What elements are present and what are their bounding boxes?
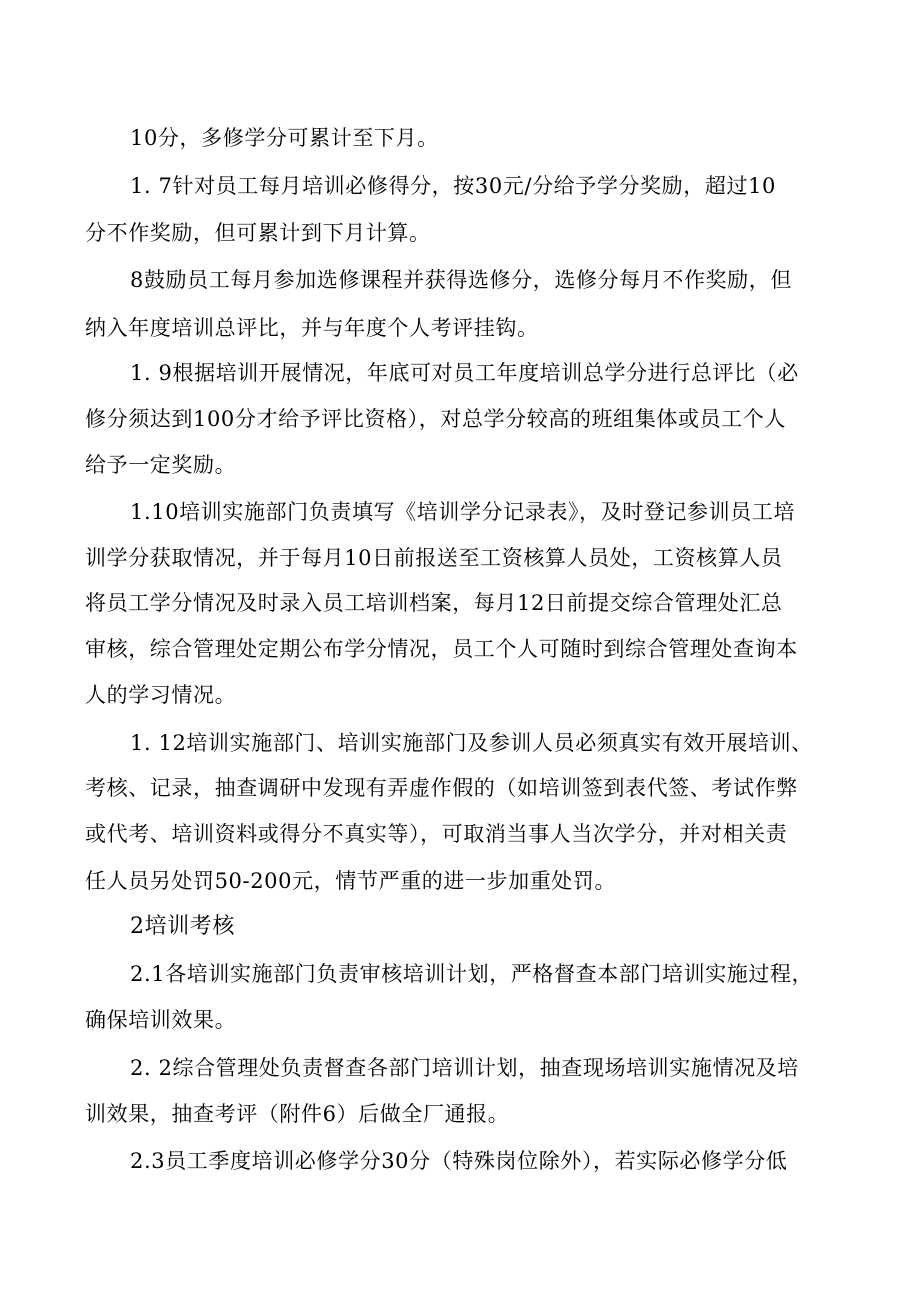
section-heading: 2培训考核	[130, 914, 235, 939]
text-line: 人的学习情况。	[85, 683, 237, 707]
text-line: 2. 2综合管理处负责督查各部门培训计划，抽查现场培训实施情况及培	[130, 1056, 799, 1080]
text-line: 1. 9根据培训开展情况，年底可对员工年度培训总学分进行总评比（必	[130, 361, 799, 385]
text-line: 2.3员工季度培训必修学分30分（特殊岗位除外），若实际必修学分低	[130, 1149, 788, 1173]
text-line: 1. 7针对员工每月培训必修得分，按30元/分给予学分奖励，超过10	[130, 174, 776, 198]
text-line: 分不作奖励，但可累计到下月计算。	[85, 221, 431, 245]
text-line: 1.10培训实施部门负责填写《培训学分记录表》，及时登记参训员工培	[130, 500, 796, 524]
text-line: 或代考、培训资料或得分不真实等），可取消当事人当次学分，并对相关责	[85, 822, 788, 846]
text-line: 将员工学分情况及时录入员工培训档案，每月12日前提交综合管理处汇总	[85, 591, 783, 615]
text-line: 10分，多修学分可累计至下月。	[130, 126, 439, 150]
text-line: 8鼓励员工每月参加选修课程并获得选修分，选修分每月不作奖励，但	[130, 268, 792, 292]
text-line: 修分须达到100分才给予评比资格），对总学分较高的班组集体或员工个人	[85, 407, 786, 431]
text-line: 1. 12培训实施部门、培训实施部门及参训人员必须真实有效开展培训、	[130, 731, 813, 755]
text-line: 任人员另处罚50-200元，情节严重的进一步加重处罚。	[85, 869, 617, 893]
text-line: 训效果，抽查考评（附件6）后做全厂通报。	[85, 1102, 510, 1126]
text-line: 训学分获取情况，并于每月10日前报送至工资核算人员处，工资核算人员	[85, 546, 783, 570]
text-line: 确保培训效果。	[85, 1008, 237, 1032]
text-line: 纳入年度培训总评比，并与年度个人考评挂钩。	[85, 316, 539, 340]
text-line: 考核、记录，抽查调研中发现有弄虚作假的（如培训签到表代签、考试作弊	[85, 776, 798, 800]
text-line: 给予一定奖励。	[85, 453, 237, 477]
text-line: 2.1各培训实施部门负责审核培训计划，严格督查本部门培训实施过程，	[130, 962, 814, 986]
text-line: 审核，综合管理处定期公布学分情况，员工个人可随时到综合管理处查询本	[85, 637, 798, 661]
